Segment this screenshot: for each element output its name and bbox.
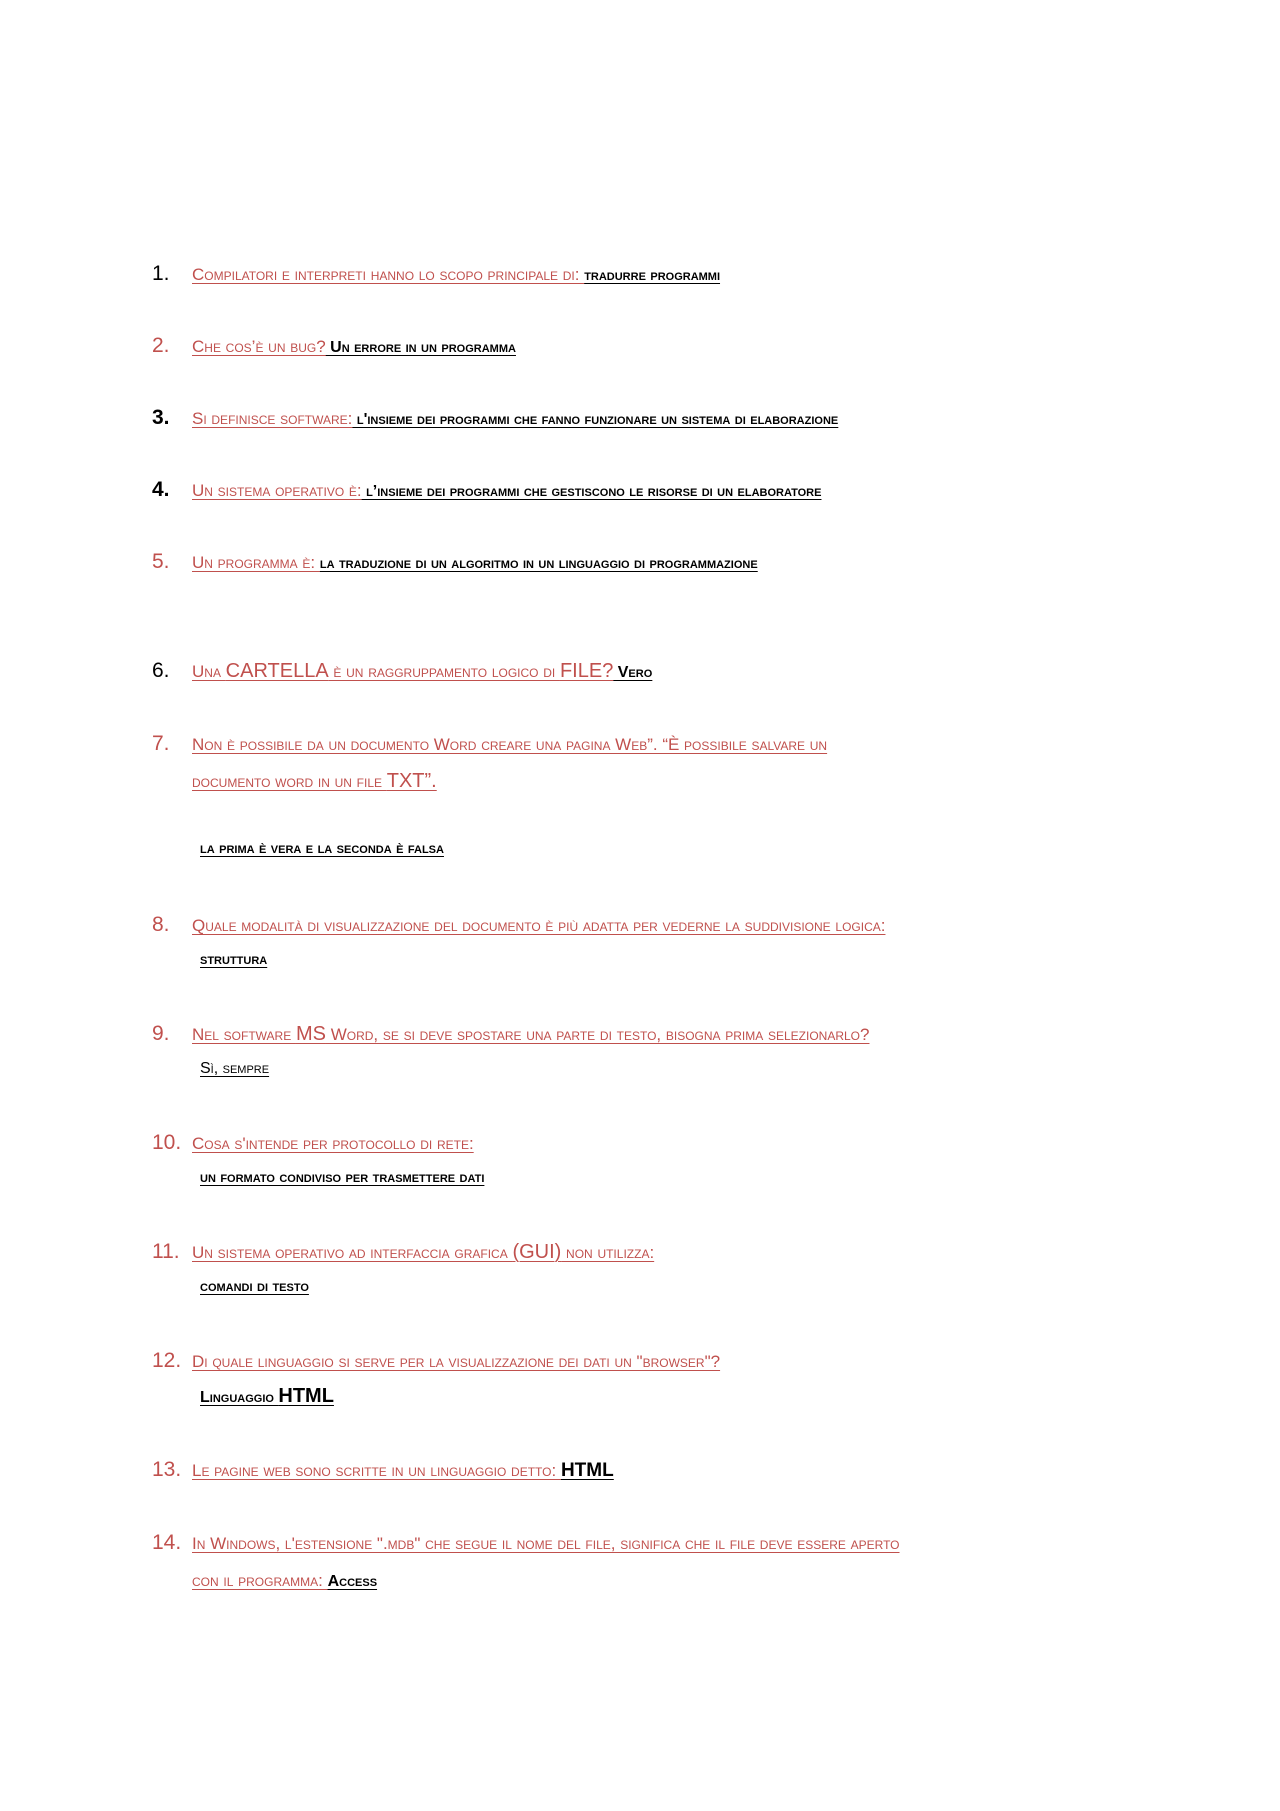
item-number: 2. xyxy=(152,334,170,357)
question: Quale modalità di visualizzazione del documento è più adatta per vederne la suddivisione logica: xyxy=(192,916,886,935)
item-number: 9. xyxy=(152,1022,170,1045)
answer: HTML xyxy=(560,1460,614,1481)
item-number: 5. xyxy=(152,550,170,573)
answer: la traduzione di un algoritmo in un linguaggio di programmazione xyxy=(319,555,758,572)
answer: Sì, sempre xyxy=(200,1060,270,1077)
question: Non è possibile da un documento Word creare una pagina Web”. “È possibile salvare un documento word in un file TXT”. xyxy=(192,735,828,792)
question: Che cos’è un bug? Un errore in un programma xyxy=(192,337,516,356)
item-number: 7. xyxy=(152,732,170,755)
item-number: 1. xyxy=(152,262,170,285)
item-number: 4. xyxy=(152,478,170,501)
question: Nel software MS Word, se si deve spostare una parte di testo, bisogna prima selezionarlo? xyxy=(192,1023,870,1045)
question: Di quale linguaggio si serve per la visualizzazione dei dati un "browser"? xyxy=(192,1352,721,1371)
question: Cosa s'intende per protocollo di rete: xyxy=(192,1134,474,1153)
answer: la prima è vera e la seconda è falsa xyxy=(200,840,444,857)
question: Un sistema operativo ad interfaccia grafica (GUI) non utilizza: xyxy=(192,1241,655,1263)
answer: l'insieme dei programmi che fanno funzionare un sistema di elaborazione xyxy=(352,411,839,428)
question: Una CARTELLA è un raggruppamento logico di FILE? Vero xyxy=(192,660,653,682)
item-number: 14. xyxy=(152,1531,182,1554)
answer: Un errore in un programma xyxy=(325,339,516,356)
question: Le pagine web sono scritte in un linguaggio detto: HTML xyxy=(192,1460,614,1481)
answer: Linguaggio HTML xyxy=(200,1385,334,1407)
answer: tradurre programmi xyxy=(584,267,721,284)
answer: Vero xyxy=(613,664,653,681)
item-number: 13. xyxy=(152,1458,182,1481)
answer: un formato condiviso per trasmettere dati xyxy=(200,1169,485,1186)
answer: l’insieme dei programmi che gestiscono le risorse di un elaboratore xyxy=(361,483,822,500)
item-number: 12. xyxy=(152,1349,182,1372)
answer: Access xyxy=(327,1573,378,1590)
question: Si definisce software: l'insieme dei programmi che fanno funzionare un sistema di elaborazione xyxy=(192,409,839,428)
question: Un programma è: la traduzione di un algoritmo in un linguaggio di programmazione xyxy=(192,553,758,572)
item-number: 8. xyxy=(152,913,170,936)
question: In Windows, l'estensione ".mdb" che segue il nome del file, significa che il file deve essere aperto con il programma: Access xyxy=(192,1534,900,1590)
item-number: 3. xyxy=(152,406,170,429)
item-number: 10. xyxy=(152,1131,182,1154)
answer: struttura xyxy=(200,951,268,968)
answer: comandi di testo xyxy=(200,1278,309,1295)
item-number: 6. xyxy=(152,659,170,682)
item-number: 11. xyxy=(152,1240,180,1263)
question: Un sistema operativo è: l’insieme dei programmi che gestiscono le risorse di un elaboratore xyxy=(192,481,822,500)
question: Compilatori e interpreti hanno lo scopo principale di: tradurre programmi xyxy=(192,265,721,284)
